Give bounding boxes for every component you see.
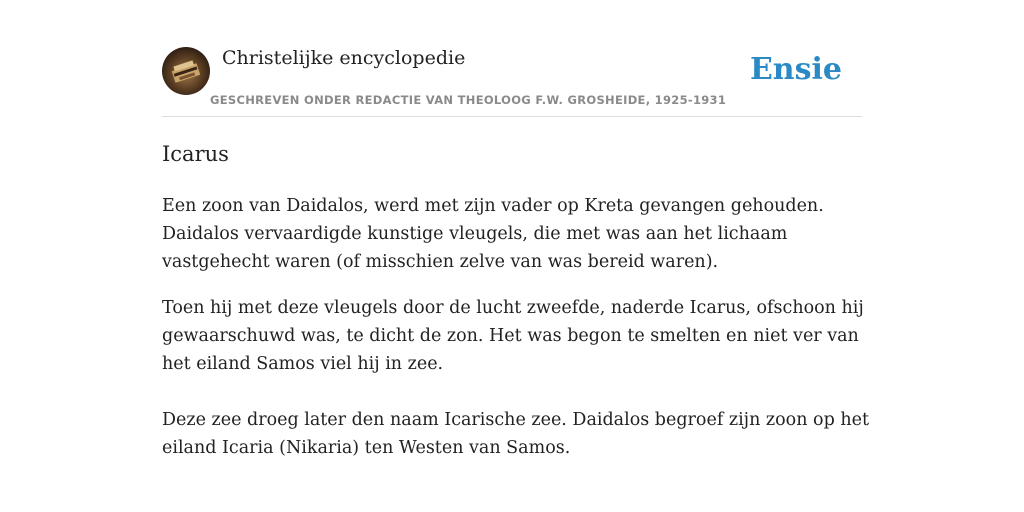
ensie-logo[interactable]: Ensie — [749, 52, 842, 87]
article-paragraph: Toen hij met deze vleugels door de lucht zweefde, naderde Icarus, ofschoon hij gewaarschuwd was, te dicht de zon. Het was begon te smelten en niet ver van het eiland Samos viel hij in zee. — [162, 298, 864, 374]
site-header — [162, 46, 862, 117]
site-subtitle: GESCHREVEN ONDER REDACTIE VAN THEOLOOG F.W. GROSHEIDE, 1925-1931 — [210, 93, 727, 107]
book-image-icon — [162, 47, 210, 95]
encyclopedia-avatar[interactable] — [162, 47, 210, 95]
article-paragraph: Deze zee droeg later den naam Icarische zee. Daidalos begroef zijn zoon op het eiland Icaria (Nikaria) ten Westen van Samos. — [162, 410, 870, 458]
article-title: Icarus — [162, 142, 229, 166]
site-title[interactable]: Christelijke encyclopedie — [222, 47, 466, 69]
article-paragraph: Een zoon van Daidalos, werd met zijn vader op Kreta gevangen gehouden. Daidalos vervaardigde kunstige vleugels, die met was aan het lichaam vastgehecht waren (of misschien zelve van was bereid waren). — [162, 196, 824, 272]
